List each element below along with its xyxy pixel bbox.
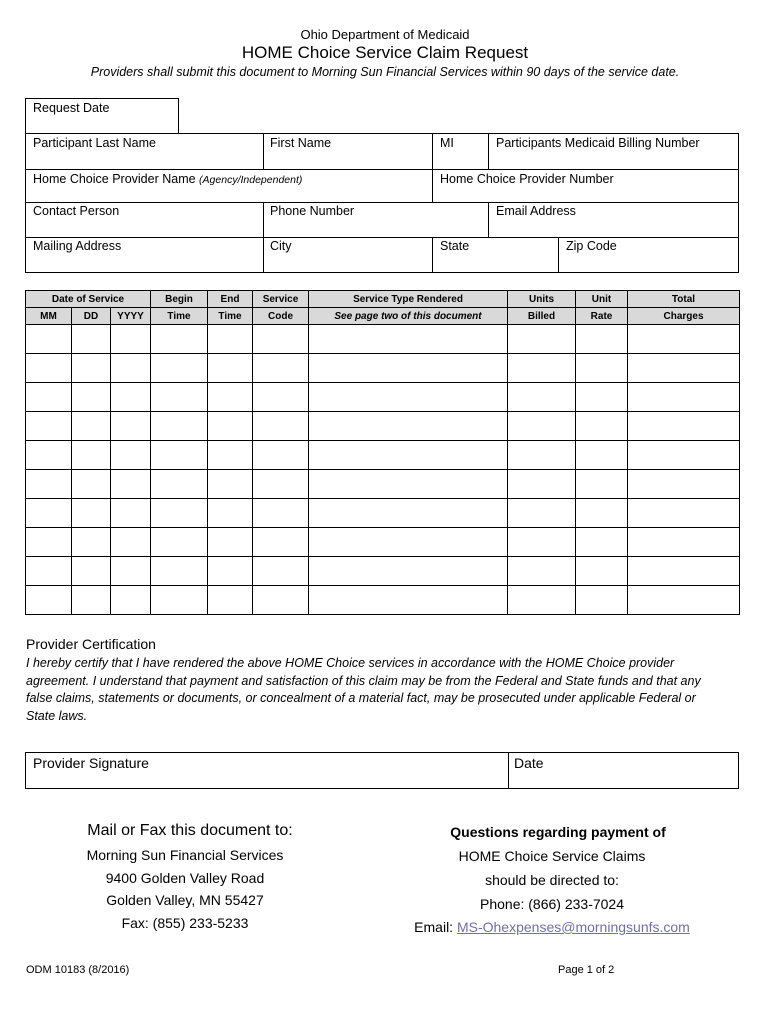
table-cell[interactable] [111, 383, 151, 412]
table-cell[interactable] [309, 325, 508, 354]
table-cell[interactable] [151, 354, 208, 383]
table-row [26, 528, 740, 557]
table-cell[interactable] [628, 441, 740, 470]
table-cell[interactable] [576, 557, 628, 586]
table-cell[interactable] [508, 325, 576, 354]
col-divider [263, 202, 264, 237]
table-cell[interactable] [309, 557, 508, 586]
table-cell[interactable] [309, 383, 508, 412]
table-cell[interactable] [26, 354, 72, 383]
table-cell[interactable] [151, 325, 208, 354]
th-service: Service [253, 291, 309, 308]
table-cell[interactable] [309, 499, 508, 528]
th-service-type: Service Type Rendered [309, 291, 508, 308]
th-end: End [208, 291, 253, 308]
mailing-address-label: Mailing Address [33, 239, 122, 253]
table-cell[interactable] [208, 354, 253, 383]
table-row [26, 383, 740, 412]
mail-line: Fax: (855) 233-5233 [121, 915, 249, 931]
table-cell[interactable] [309, 354, 508, 383]
table-cell[interactable] [72, 470, 111, 499]
th-code: Code [253, 308, 309, 325]
signature-divider [508, 752, 509, 789]
table-cell[interactable] [576, 325, 628, 354]
table-cell[interactable] [111, 470, 151, 499]
participant-info-block [25, 133, 739, 273]
table-cell[interactable] [628, 325, 740, 354]
table-cell[interactable] [208, 586, 253, 615]
table-cell[interactable] [151, 383, 208, 412]
table-cell[interactable] [309, 528, 508, 557]
contact-person-label: Contact Person [33, 204, 120, 218]
table-cell[interactable] [576, 499, 628, 528]
table-cell[interactable] [309, 412, 508, 441]
table-cell[interactable] [26, 441, 72, 470]
table-cell[interactable] [72, 499, 111, 528]
th-begin: Begin [151, 291, 208, 308]
th-time-begin: Time [151, 308, 208, 325]
table-header-row-1 [26, 291, 740, 308]
table-cell[interactable] [628, 354, 740, 383]
mail-line: 9400 Golden Valley Road [105, 870, 265, 886]
table-row [26, 499, 740, 528]
email-link[interactable]: MS-Ohexpenses@morningsunfs.com [456, 919, 690, 935]
table-cell[interactable] [253, 557, 309, 586]
table-cell[interactable] [628, 557, 740, 586]
table-cell[interactable] [26, 528, 72, 557]
certification-text: I hereby certify that I have rendered the above HOME Choice services in accordance with the HOME Choice provider agreement. I understand that payment and satisfaction of this claim may be from the Federal and State funds and that any false claims, statements or documents, or concealment of a material fact, may be prosecuted under applicable Federal or State laws. [26, 656, 701, 723]
table-cell[interactable] [26, 470, 72, 499]
table-cell[interactable] [151, 557, 208, 586]
mail-heading: Mail or Fax this document to: [87, 822, 293, 839]
table-cell[interactable] [508, 441, 576, 470]
provider-number-label: Home Choice Provider Number [440, 172, 614, 186]
th-date-of-service: Date of Service [26, 291, 151, 308]
th-mm: MM [26, 308, 72, 325]
table-cell[interactable] [309, 586, 508, 615]
table-cell[interactable] [111, 586, 151, 615]
th-dd: DD [72, 308, 111, 325]
table-cell[interactable] [151, 586, 208, 615]
table-cell[interactable] [576, 470, 628, 499]
table-cell[interactable] [111, 499, 151, 528]
billing-number-label: Participants Medicaid Billing Number [496, 136, 700, 150]
table-header-row-2 [26, 308, 740, 325]
questions-line: Phone: (866) 233-7024 [480, 896, 624, 912]
table-row [26, 470, 740, 499]
service-table [25, 290, 740, 615]
provider-name-label [33, 172, 302, 186]
table-cell[interactable] [253, 528, 309, 557]
table-cell[interactable] [628, 470, 740, 499]
table-cell[interactable] [111, 354, 151, 383]
table-cell[interactable] [628, 528, 740, 557]
table-cell[interactable] [26, 499, 72, 528]
table-cell[interactable] [208, 528, 253, 557]
table-cell[interactable] [508, 528, 576, 557]
questions-line: should be directed to: [485, 872, 619, 888]
provider-signature-field[interactable]: Provider Signature [33, 755, 149, 771]
table-cell[interactable] [508, 383, 576, 412]
questions-email-line [372, 919, 732, 935]
table-cell[interactable] [576, 586, 628, 615]
table-cell[interactable] [576, 383, 628, 412]
table-cell[interactable] [72, 528, 111, 557]
table-cell[interactable] [111, 557, 151, 586]
email-address-label: Email Address [496, 204, 576, 218]
mail-line: Morning Sun Financial Services [86, 847, 284, 863]
table-cell[interactable] [508, 354, 576, 383]
mi-label: MI [440, 136, 454, 150]
table-cell[interactable] [576, 354, 628, 383]
table-cell[interactable] [111, 412, 151, 441]
table-cell[interactable] [628, 586, 740, 615]
table-cell[interactable] [253, 383, 309, 412]
table-cell[interactable] [253, 441, 309, 470]
table-row [26, 325, 740, 354]
row-divider [25, 237, 739, 238]
table-row [26, 354, 740, 383]
col-divider [263, 133, 264, 169]
form-subtitle: Providers shall submit this document to Morning Sun Financial Services within 90 days of the service date. [90, 65, 680, 79]
table-cell[interactable] [508, 412, 576, 441]
table-cell[interactable] [628, 383, 740, 412]
table-cell[interactable] [111, 325, 151, 354]
th-unit: Unit [576, 291, 628, 308]
table-cell[interactable] [253, 412, 309, 441]
table-cell[interactable] [72, 412, 111, 441]
table-cell[interactable] [508, 499, 576, 528]
table-row [26, 441, 740, 470]
first-name-label: First Name [270, 136, 332, 150]
th-units: Units [508, 291, 576, 308]
table-row [26, 557, 740, 586]
th-time-end: Time [208, 308, 253, 325]
table-cell[interactable] [151, 412, 208, 441]
table-row [26, 412, 740, 441]
form-id: ODM 10183 (8/2016) [26, 964, 130, 976]
form-title: HOME Choice Service Claim Request [241, 43, 529, 62]
table-cell[interactable] [576, 528, 628, 557]
row-divider [25, 169, 739, 170]
table-cell[interactable] [208, 412, 253, 441]
certification-heading: Provider Certification [26, 636, 156, 652]
row-divider [25, 202, 739, 203]
table-cell[interactable] [253, 470, 309, 499]
th-see-page-two: See page two of this document [309, 308, 508, 325]
table-cell[interactable] [72, 383, 111, 412]
col-divider [488, 202, 489, 237]
table-cell[interactable] [208, 325, 253, 354]
signature-date-field[interactable]: Date [514, 755, 544, 771]
col-divider [432, 169, 433, 202]
th-rate: Rate [576, 308, 628, 325]
table-row [26, 586, 740, 615]
table-cell[interactable] [309, 470, 508, 499]
table-cell[interactable] [111, 528, 151, 557]
table-cell[interactable] [208, 499, 253, 528]
state-label: State [440, 239, 470, 253]
table-cell[interactable] [208, 557, 253, 586]
table-cell[interactable] [26, 412, 72, 441]
table-cell[interactable] [151, 470, 208, 499]
table-cell[interactable] [309, 441, 508, 470]
questions-heading: Questions regarding payment of [450, 824, 666, 840]
table-cell[interactable] [508, 470, 576, 499]
table-cell[interactable] [208, 383, 253, 412]
th-billed: Billed [508, 308, 576, 325]
table-cell[interactable] [508, 586, 576, 615]
table-cell[interactable] [26, 557, 72, 586]
table-cell[interactable] [26, 325, 72, 354]
table-cell[interactable] [151, 499, 208, 528]
table-cell[interactable] [208, 441, 253, 470]
table-cell[interactable] [72, 354, 111, 383]
table-cell[interactable] [26, 586, 72, 615]
participant-last-name-label: Participant Last Name [33, 136, 156, 150]
table-cell[interactable] [576, 412, 628, 441]
table-cell[interactable] [253, 354, 309, 383]
table-cell[interactable] [72, 557, 111, 586]
page-number: Page 1 of 2 [558, 964, 615, 976]
col-divider [432, 237, 433, 273]
th-charges: Charges [628, 308, 740, 325]
city-label: City [270, 239, 292, 253]
table-cell[interactable] [508, 557, 576, 586]
table-cell[interactable] [628, 412, 740, 441]
col-divider [263, 237, 264, 273]
table-cell[interactable] [72, 325, 111, 354]
th-yyyy: YYYY [111, 308, 151, 325]
table-cell[interactable] [253, 499, 309, 528]
th-total: Total [628, 291, 740, 308]
table-cell[interactable] [576, 441, 628, 470]
table-cell[interactable] [208, 470, 253, 499]
table-cell[interactable] [72, 441, 111, 470]
table-cell[interactable] [26, 383, 72, 412]
questions-line: HOME Choice Service Claims [458, 848, 646, 864]
table-cell[interactable] [151, 528, 208, 557]
email-label: Email: [414, 919, 454, 935]
phone-number-label: Phone Number [270, 204, 355, 218]
service-table-body [26, 325, 740, 615]
table-cell[interactable] [111, 441, 151, 470]
zip-code-label: Zip Code [566, 239, 617, 253]
mail-line: Golden Valley, MN 55427 [106, 892, 264, 908]
col-divider [432, 133, 433, 169]
table-cell[interactable] [151, 441, 208, 470]
table-cell[interactable] [72, 586, 111, 615]
agency-name: Ohio Department of Medicaid [300, 27, 470, 42]
table-cell[interactable] [253, 325, 309, 354]
col-divider [488, 133, 489, 169]
request-date-label: Request Date [33, 101, 110, 115]
provider-name-text: Home Choice Provider Name [33, 172, 196, 186]
provider-name-note: (Agency/Independent) [199, 174, 303, 186]
table-cell[interactable] [253, 586, 309, 615]
col-divider [558, 237, 559, 273]
table-cell[interactable] [628, 499, 740, 528]
